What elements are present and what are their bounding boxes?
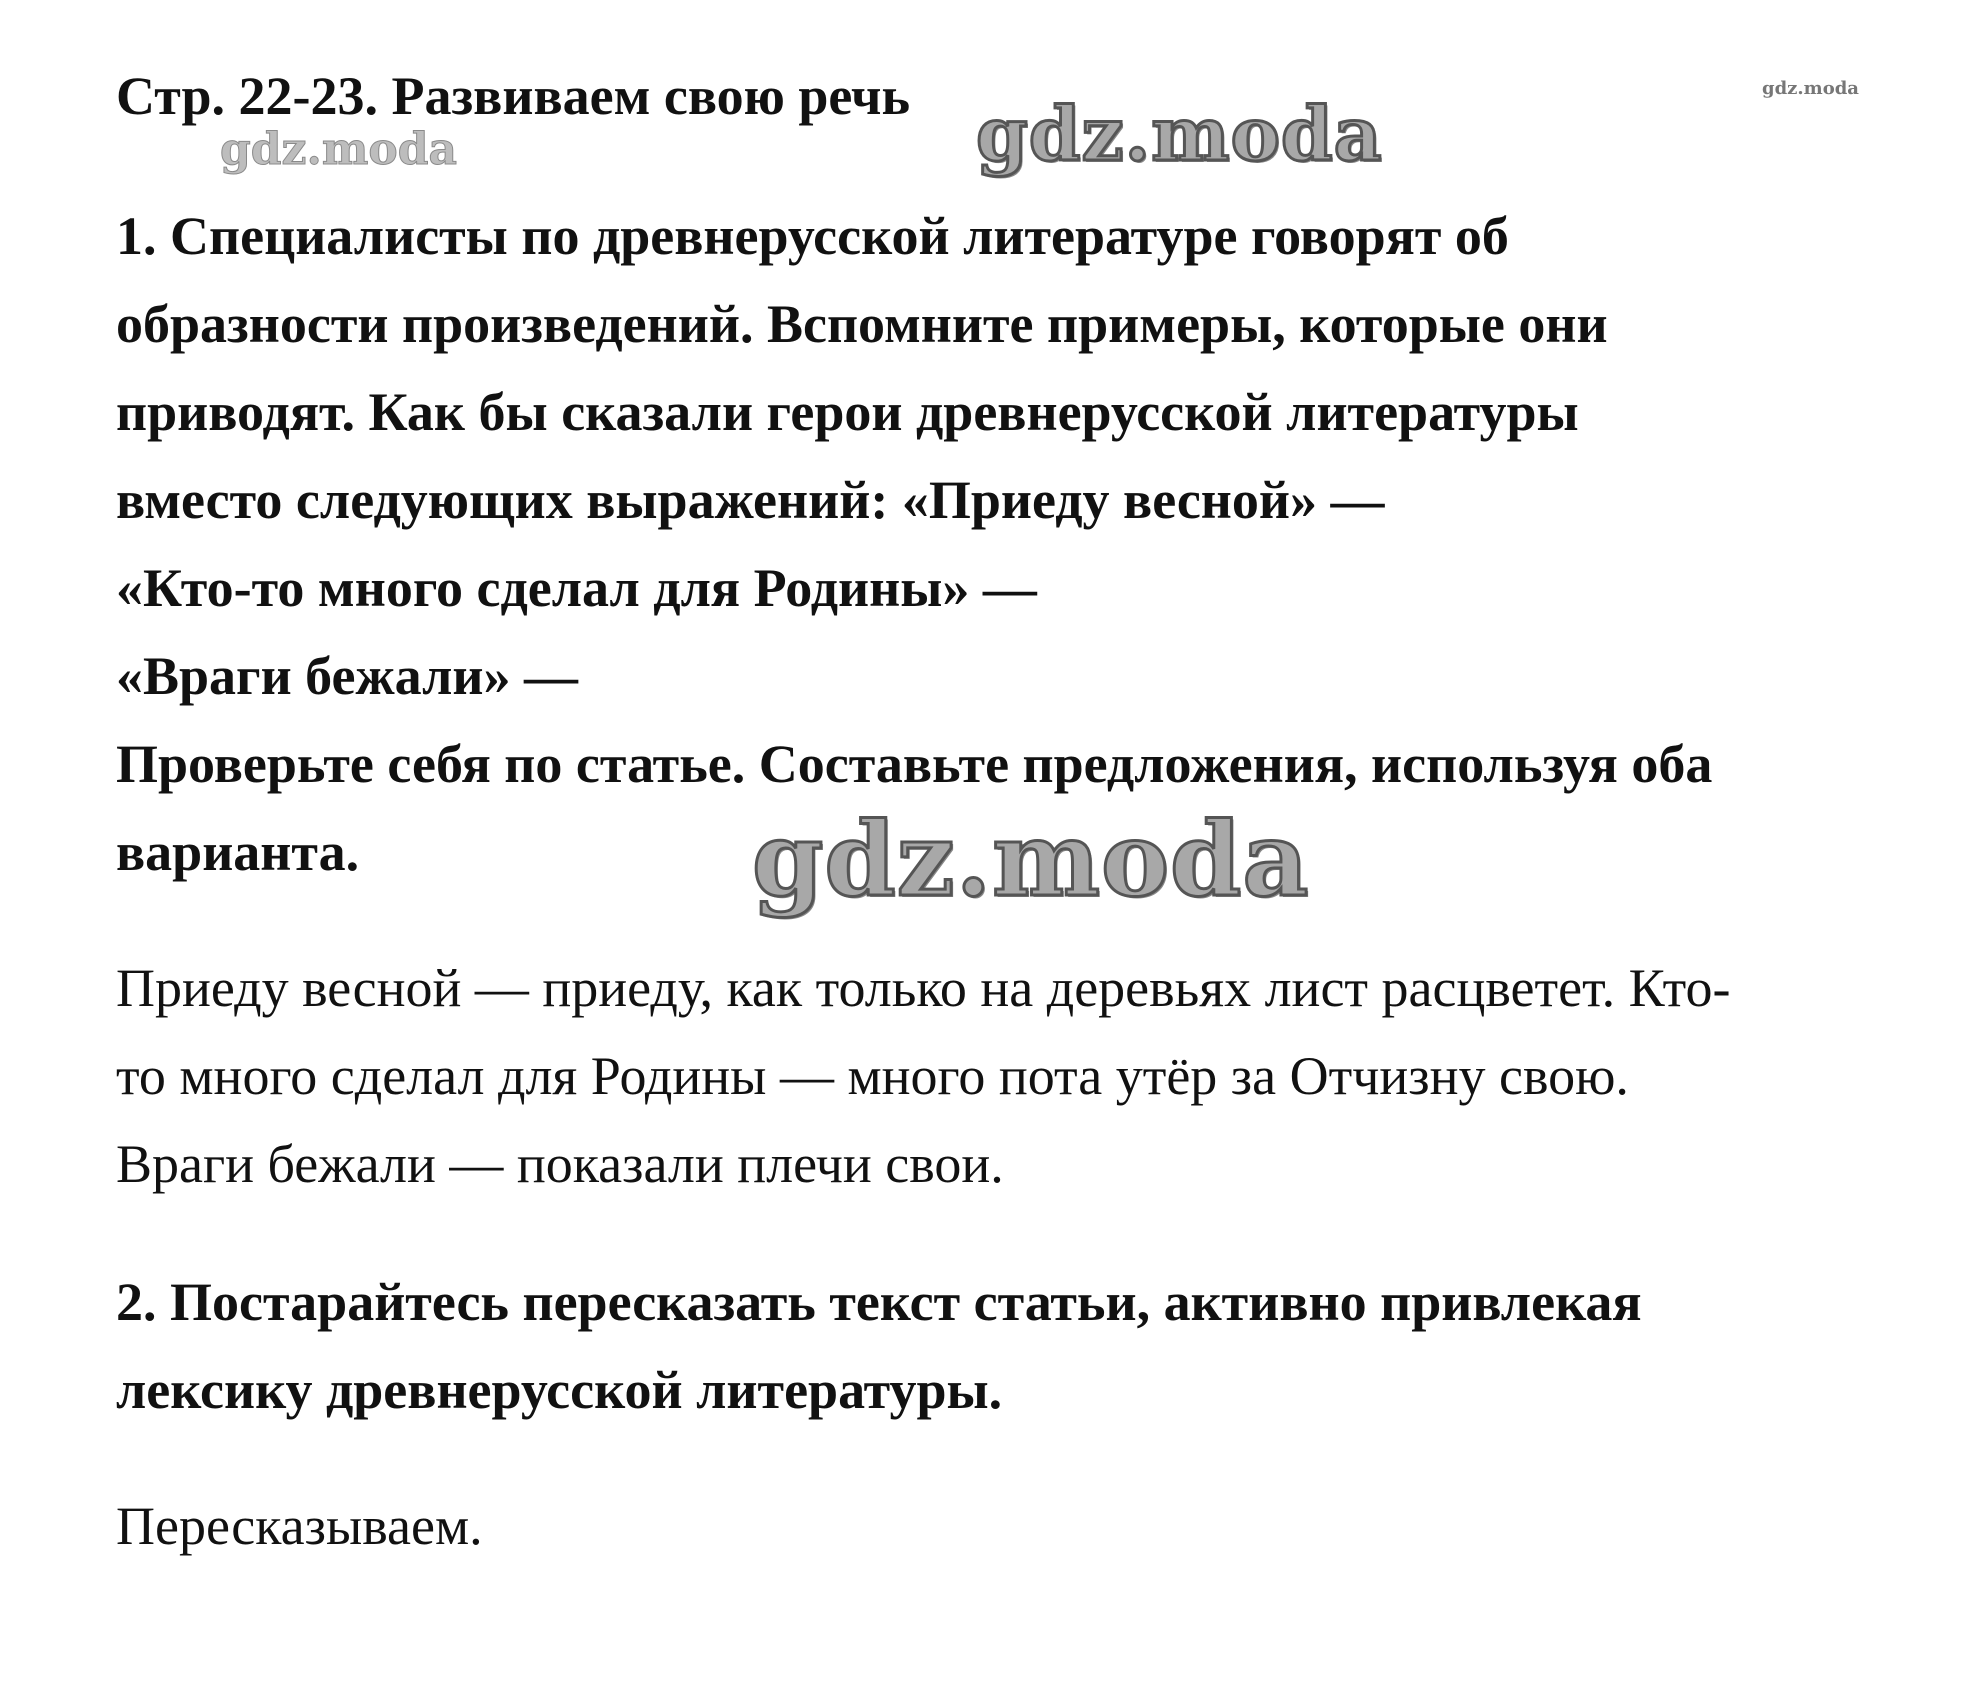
answer2-text: Пересказываем. (116, 1496, 483, 1556)
task1-line: варианта. (116, 822, 360, 882)
answer1-line: Враги бежали — показали плечи свои. (116, 1134, 1004, 1194)
watermark-top: gdz.moda (976, 92, 1383, 178)
answer1-line: то много сделал для Родины — много пота утёр за Отчизну свою. (116, 1046, 1629, 1106)
task1-line: приводят. Как бы сказали герои древнерусской литературы (116, 382, 1579, 442)
task1-line: вместо следующих выражений: «Приеду весной» — (116, 470, 1385, 530)
task1-line: образности произведений. Вспомните примеры, которые они (116, 294, 1608, 354)
page-title: Стр. 22-23. Развиваем свою речь (116, 66, 911, 126)
task2-line: лексику древнерусской литературы. (116, 1360, 1003, 1420)
task2-line: 2. Постарайтесь пересказать текст статьи, активно привлекая (116, 1272, 1642, 1332)
task1-line: «Кто-то много сделал для Родины» — (116, 558, 1037, 618)
watermark-small: gdz.moda (220, 124, 458, 175)
answer1-line: Приеду весной — приеду, как только на деревьях лист расцветет. Кто- (116, 958, 1731, 1018)
watermark-middle: gdz.moda (752, 800, 1310, 920)
task1-line: Проверьте себя по статье. Составьте предложения, используя оба (116, 734, 1713, 794)
task1-line: «Враги бежали» — (116, 646, 578, 706)
watermark-corner: gdz.moda (1762, 78, 1859, 99)
task1-line: 1. Специалисты по древнерусской литературе говорят об (116, 206, 1509, 266)
